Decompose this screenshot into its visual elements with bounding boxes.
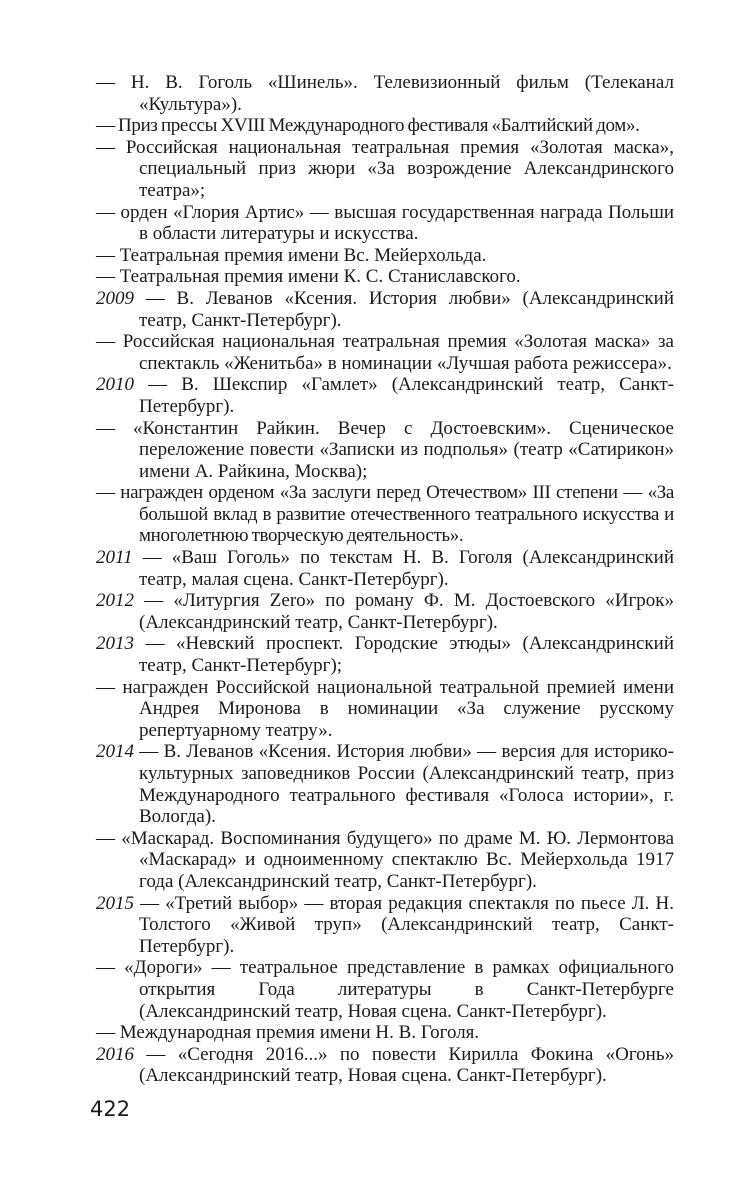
entry-text: — В. Леванов «Ксения. История любви» (Александринский театр, Санкт-Петербург). <box>134 287 674 331</box>
list-item <box>96 482 674 547</box>
list-item <box>96 828 674 893</box>
entry-text: — Международная премия имени Н. В. Гоголя. <box>96 1022 480 1044</box>
list-item <box>96 1044 674 1087</box>
entry-text: — «Сегодня 2016...» по повести Кирилла Фокина «Огонь» (Александринский театр, Новая сцена. Санкт-Петербург). <box>134 1043 674 1087</box>
list-item <box>96 893 674 958</box>
list-item <box>96 418 674 483</box>
list-item <box>96 245 674 267</box>
entry-text: — Театральная премия имени К. С. Станиславского. <box>96 266 521 288</box>
list-item <box>96 590 674 633</box>
entry-text: — Приз прессы XVIII Международного фестиваля «Балтийский дом». <box>96 115 640 137</box>
list-item <box>96 547 674 590</box>
entry-year: 2016 <box>96 1043 134 1065</box>
entry-text: — Российская национальная театральная премия «Золотая маска», специальный приз жюри «За возрождение Александринского театра»; <box>96 136 674 201</box>
list-item <box>96 288 674 331</box>
entry-year: 2012 <box>96 590 134 612</box>
entry-text: — «Ваш Гоголь» по текстам Н. В. Гоголя (Александринский театр, малая сцена. Санкт-Петербург). <box>132 547 674 590</box>
list-item <box>96 741 674 827</box>
entry-text: — орден «Глория Артис» — высшая государственная награда Польши в области литературы и искусства. <box>96 201 674 245</box>
list-item <box>96 72 674 115</box>
entry-text: — «Литургия Zero» по роману Ф. М. Достоевского «Игрок» (Александринский театр, Санкт-Петербург). <box>134 590 674 633</box>
entry-year: 2011 <box>96 547 133 569</box>
chronology-list <box>96 72 674 1087</box>
entry-text: — Н. В. Гоголь «Шинель». Телевизионный фильм (Телеканал «Культура»). <box>96 72 674 115</box>
entry-text: — В. Леванов «Ксения. История любви» — версия для историко-культурных заповедников России (Александринский театр, приз Международного театрального фестиваля «Голоса истории», г. Вологда). <box>134 741 674 828</box>
entry-text: — награжден Российской национальной театральной премией имени Андрея Миронова в номинации «За служение русскому репертуарному театру». <box>96 676 674 741</box>
entry-text: — «Константин Райкин. Вечер с Достоевским». Сценическое переложение повести «Записки из подполья» (театр «Сатирикон» имени А. Райкина, Москва); <box>96 417 674 482</box>
entry-text: — «Невский проспект. Городские этюды» (Александринский театр, Санкт-Петербург); <box>134 633 674 677</box>
entry-text: — «Маскарад. Воспоминания будущего» по драме М. Ю. Лермонтова «Маскарад» и одноименному спектаклю Вс. Мейерхольда 1917 года (Александринский театр, Санкт-Петербург). <box>96 827 674 892</box>
list-item <box>96 374 674 417</box>
list-item <box>96 115 674 137</box>
entry-text: — В. Шекспир «Гамлет» (Александринский театр, Санкт-Петербург). <box>134 374 674 417</box>
page-number: 422 <box>90 1097 131 1121</box>
list-item <box>96 266 674 288</box>
entry-text: — награжден орденом «За заслуги перед Отечеством» III степени — «За большой вклад в развитие отечественного театрального искусства и многолетнюю творческую деятельность». <box>96 482 674 547</box>
entry-year: 2010 <box>96 374 134 396</box>
entry-year: 2013 <box>96 633 134 655</box>
list-item <box>96 137 674 202</box>
entry-year: 2009 <box>96 287 134 309</box>
list-item <box>96 957 674 1022</box>
entry-text: — Российская национальная театральная премия «Золотая маска» за спектакль «Женитьба» в номинации «Лучшая работа режиссера». <box>96 331 674 374</box>
list-item <box>96 331 674 374</box>
entry-year: 2015 <box>96 892 134 914</box>
entry-text: — «Третий выбор» — вторая редакция спектакля по пьесе Л. Н. Толстого «Живой труп» (Александринский театр, Санкт-Петербург). <box>134 892 674 957</box>
list-item <box>96 677 674 742</box>
list-item <box>96 1022 674 1044</box>
entry-year: 2014 <box>96 741 134 763</box>
entry-text: — «Дороги» — театральное представление в рамках официального открытия Года литературы в Санкт-Петербурге (Александринский театр, Новая сцена. Санкт-Петербург). <box>96 957 674 1022</box>
list-item <box>96 633 674 676</box>
list-item <box>96 202 674 245</box>
entry-text: — Театральная премия имени Вс. Мейерхольда. <box>96 244 487 266</box>
